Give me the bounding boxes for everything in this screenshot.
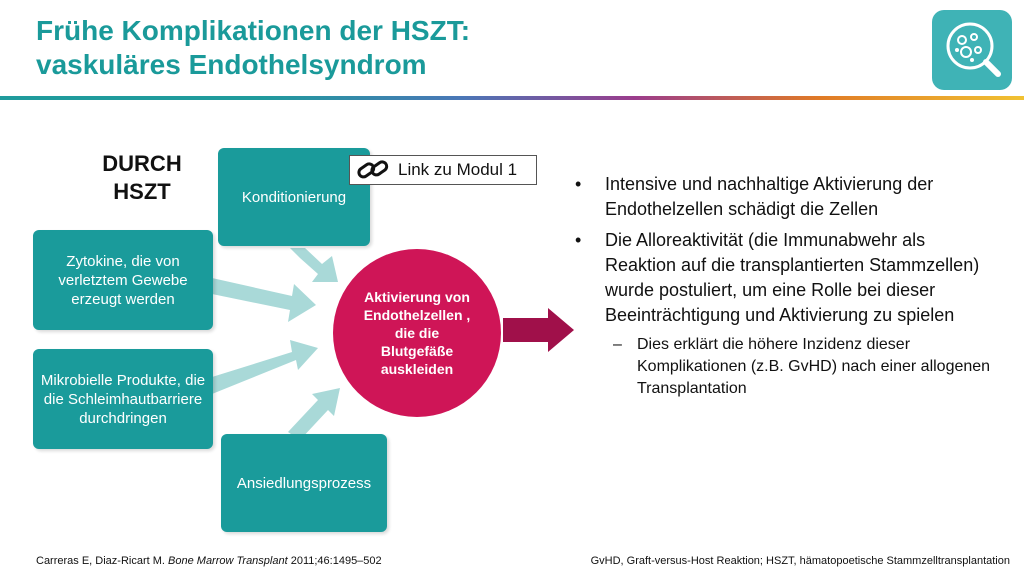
bullet-item: • Intensive und nachhaltige Aktivierung der Endothelzellen schädigt die Zellen [575, 174, 934, 219]
sub-bullet-item: – Dies erklärt die höhere Inzidenz dieser Komplikationen (z.B. GvHD) nach einer allogenen Transplantation [613, 336, 991, 397]
title-line-2: vaskuläres Endothelsyndrom [36, 49, 427, 80]
arrow-konditionierung [290, 248, 338, 282]
link-label: Link zu Modul 1 [398, 160, 518, 179]
box-konditionierung: Konditionierung [218, 148, 370, 246]
arrow-ansiedlung [288, 388, 340, 440]
box-zytokine: Zytokine, die von verletztem Gewebe erzeugt werden [33, 230, 213, 330]
footer-reference: Carreras E, Diaz-Ricart M. Bone Marrow Transplant 2011;46:1495–502 [36, 555, 382, 567]
arrow-mikrobielle [212, 340, 318, 394]
arrow-zytokine [212, 278, 316, 322]
link-icon [356, 158, 390, 182]
center-circle: Aktivierung von Endothelzellen , die die Blutgefäße auskleiden [333, 249, 501, 417]
durch-hszt-label: DURCH HSZT [102, 151, 182, 204]
box-mikrobielle: Mikrobielle Produkte, die die Schleimhautbarriere durchdringen [33, 349, 213, 449]
arrow-center-right [503, 308, 574, 352]
link-modul-1-button[interactable] [349, 155, 537, 185]
title-line-1: Frühe Komplikationen der HSZT: [36, 15, 471, 46]
bullet-item: • Die Alloreaktivität (die Immunabwehr als Reaktion auf die transplantierten Stammzellen) wurde postuliert, um eine Rolle bei dieser Beeinträchtigung und Aktivierung zu spielen [575, 230, 980, 325]
footer-abbreviations: GvHD, Graft-versus-Host Reaktion; HSZT, hämatopoetische Stammzelltransplantation [590, 555, 1010, 567]
bullet-list [575, 172, 995, 400]
box-ansiedlungsprozess: Ansiedlungsprozess [221, 434, 387, 532]
